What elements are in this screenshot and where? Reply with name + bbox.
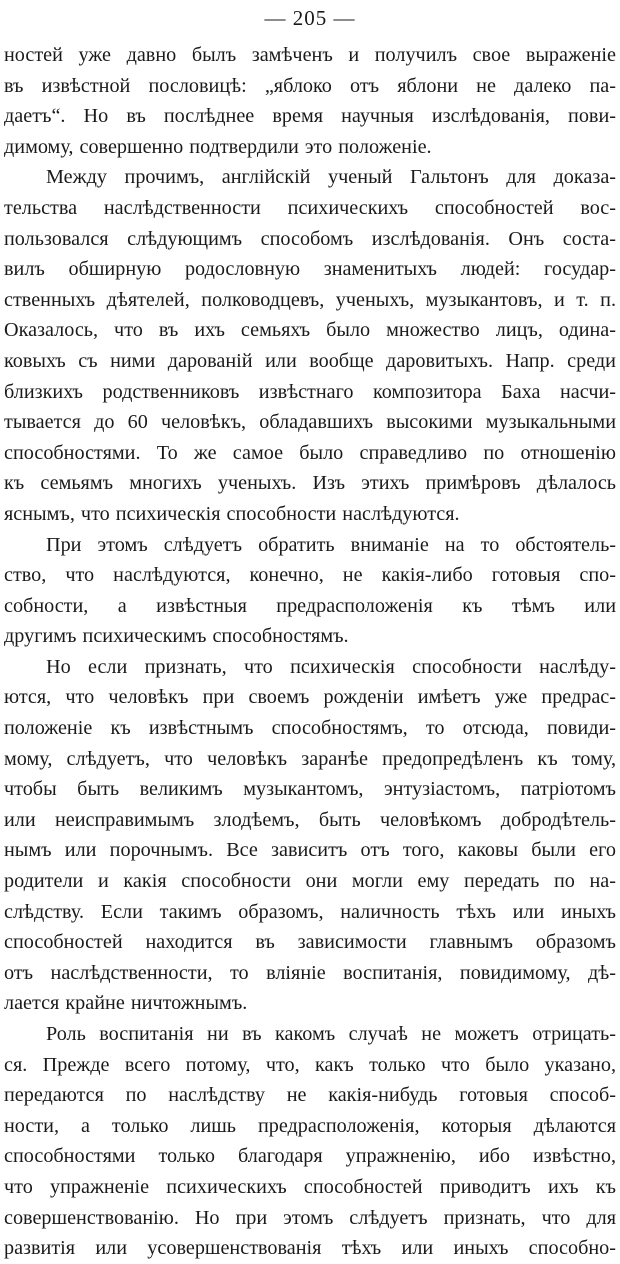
- text-line: близкихъ родственниковъ извѣстнаго композитора Баха насчи-: [4, 380, 616, 403]
- text-line: другимъ психическимъ способностямъ.: [4, 625, 349, 648]
- paragraph-1: [4, 40, 616, 162]
- text-line: даетъ“. Но въ послѣднее время научныя изслѣдованія, пови-: [4, 105, 616, 128]
- text-line: совершенствованію. Но при этомъ слѣдуетъ признать, что для: [4, 1206, 616, 1229]
- text-line: Но если признать, что психическія способности наслѣду-: [46, 655, 616, 678]
- text-line: передаются по наслѣдству не какія-нибудь готовыя способ-: [4, 1084, 616, 1107]
- text-line: ство, что наслѣдуются, конечно, не какія-либо готовыя спо-: [4, 564, 616, 587]
- text-line: димому, совершенно подтвердили это положеніе.: [4, 135, 432, 158]
- text-line: ются, что человѣкъ при своемъ рожденіи имѣетъ уже предрас-: [4, 686, 616, 709]
- text-line: ся. Прежде всего потому, что, какъ только что было указано,: [4, 1053, 616, 1076]
- text-line: положеніе къ извѣстнымъ способностямъ, то отсюда, повиди-: [4, 717, 616, 740]
- text-line: нымъ или порочнымъ. Все зависитъ отъ того, каковы были его: [4, 839, 616, 862]
- text-line: пользовался слѣдующимъ способомъ изслѣдованія. Онъ соста-: [4, 227, 616, 250]
- text-line: родители и какія способности они могли ему передать по на-: [4, 870, 616, 893]
- text-line: Роль воспитанія ни въ какомъ случаѣ не можетъ отрицать-: [46, 1023, 616, 1045]
- paragraph-2: [4, 162, 616, 529]
- paragraph-5: [4, 1019, 616, 1264]
- text-line: ковыхъ съ ними дарованій или вообще даровитыхъ. Напр. среди: [4, 349, 616, 372]
- page-number: — 205 —: [264, 6, 356, 30]
- text-line: способностями только благодаря упражненію, ибо извѣстно,: [4, 1145, 616, 1168]
- text-line: Между прочимъ, англійскій ученый Гальтонъ для доказа-: [46, 166, 616, 189]
- text-line: вилъ обширную родословную знаменитыхъ людей: государ-: [4, 258, 616, 281]
- text-line: развитія или усовершенствованія тѣхъ или иныхъ способно-: [4, 1237, 616, 1260]
- paragraph-3: [4, 530, 616, 652]
- text-line: ностей уже давно былъ замѣченъ и получилъ свое выраженіе: [4, 44, 616, 66]
- text-line: яснымъ, что психическія способности наслѣдуются.: [4, 502, 460, 525]
- text-line: Оказалось, что въ ихъ семьяхъ было множество лицъ, одина-: [4, 319, 616, 342]
- text-line: собности, а извѣстныя предрасположенія къ тѣмъ или: [4, 594, 616, 617]
- text-line: чтобы быть великимъ музыкантомъ, энтузіастомъ, патріотомъ: [4, 778, 616, 801]
- text-line: лается крайне ничтожнымъ.: [4, 992, 248, 1015]
- text-line: тывается до 60 человѣкъ, обладавшихъ высокими музыкальными: [4, 411, 616, 434]
- text-line: отъ наслѣдственности, то вліяніе воспитанія, повидимому, дѣ-: [4, 961, 616, 984]
- text-line: къ семьямъ многихъ ученыхъ. Изъ этихъ примѣровъ дѣлалось: [4, 472, 616, 495]
- text-line: въ извѣстной пословицѣ: „яблоко отъ яблони не далеко па-: [4, 74, 616, 97]
- text-line: что упражненіе психическихъ способностей приводитъ ихъ къ: [4, 1175, 616, 1198]
- text-line: ственныхъ дѣятелей, полководцевъ, ученыхъ, музыкантовъ, и т. п.: [4, 288, 616, 311]
- text-line: ности, а только лишь предрасположенія, которыя дѣлаются: [4, 1114, 616, 1137]
- text-line: При этомъ слѣдуетъ обратить вниманіе на то обстоятель-: [46, 533, 616, 556]
- text-line: тельства наслѣдственности психическихъ способностей вос-: [4, 196, 616, 219]
- text-line: способностями. То же самое было справедливо по отношенію: [4, 441, 616, 464]
- text-line: или неисправимымъ злодѣемъ, быть человѣкомъ добродѣтель-: [4, 808, 616, 831]
- text-line: мому, слѣдуетъ, что человѣкъ заранѣе предопредѣленъ къ тому,: [4, 747, 616, 770]
- text-line: способностей находится въ зависимости главнымъ образомъ: [4, 931, 616, 954]
- paragraph-4: [4, 652, 616, 1019]
- text-line: слѣдству. Если такимъ образомъ, наличность тѣхъ или иныхъ: [4, 900, 616, 923]
